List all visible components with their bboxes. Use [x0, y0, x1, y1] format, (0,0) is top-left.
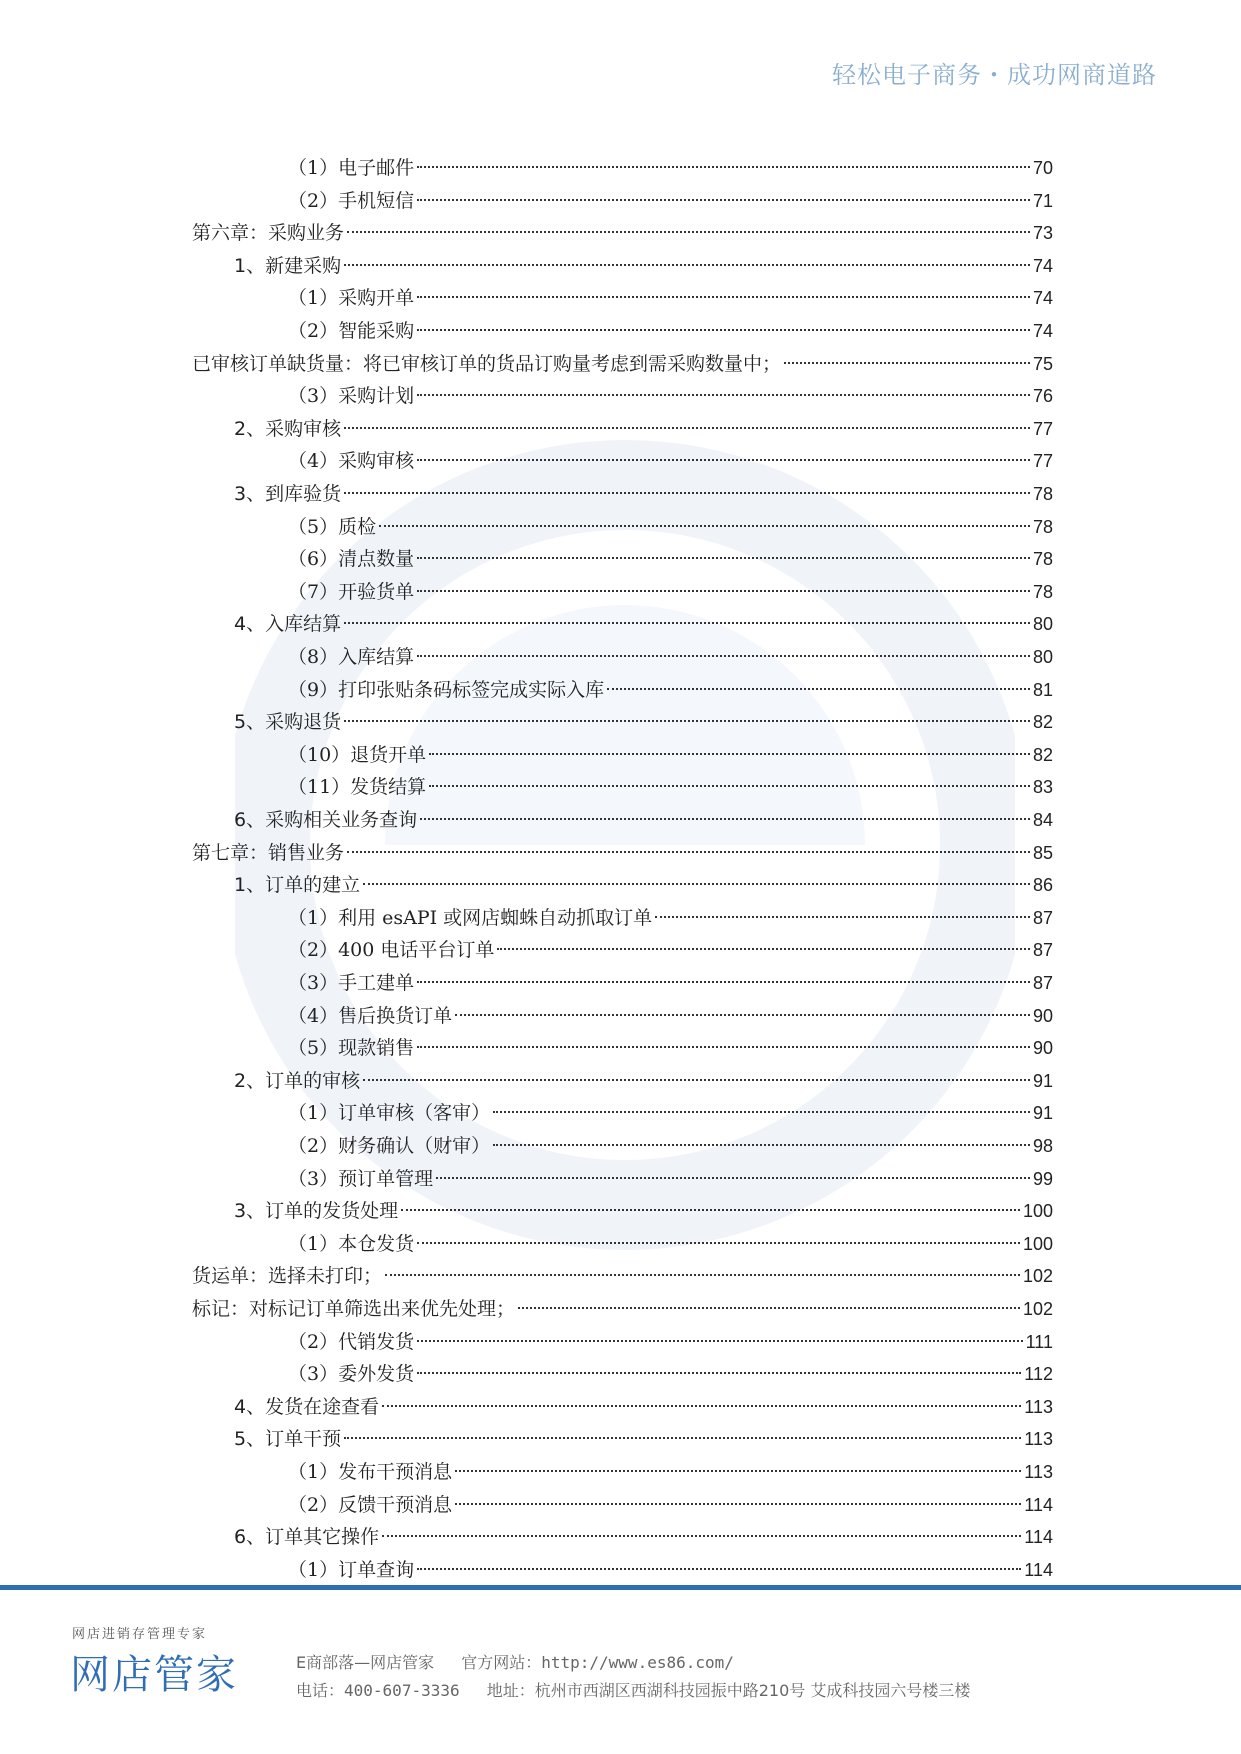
toc-entry[interactable]	[288, 576, 1053, 608]
toc-entry[interactable]	[192, 1293, 1053, 1325]
toc-entry[interactable]	[288, 739, 1053, 771]
toc-entry-page: 77	[1032, 418, 1053, 439]
footer-website-label: 官方网站：	[461, 1653, 542, 1672]
toc-dot-leader	[344, 427, 1030, 429]
toc-entry-page: 78	[1032, 581, 1053, 602]
toc-entry-title: （2）400 电话平台订单	[288, 939, 495, 962]
toc-entry[interactable]	[288, 967, 1053, 999]
toc-entry[interactable]	[234, 1065, 1053, 1097]
toc-entry-title: 6、采购相关业务查询	[234, 809, 418, 831]
toc-dot-leader	[417, 296, 1030, 298]
footer-company-line	[296, 1650, 756, 1673]
toc-entry[interactable]	[234, 706, 1053, 738]
toc-dot-leader	[363, 883, 1030, 885]
footer-contact-line	[296, 1678, 992, 1701]
toc-dot-leader	[417, 329, 1030, 331]
toc-entry-title: （4）采购审核	[288, 450, 415, 473]
toc-entry-title: 4、入库结算	[234, 613, 342, 636]
toc-dot-leader	[382, 1535, 1021, 1537]
toc-entry-page: 81	[1032, 679, 1053, 700]
toc-dot-leader	[344, 264, 1030, 266]
footer-tagline: 网店进销存管理专家	[72, 1627, 208, 1642]
toc-dot-leader	[655, 916, 1030, 918]
toc-entry-page: 76	[1032, 386, 1053, 407]
footer-address-label: 地址：	[486, 1681, 535, 1700]
footer-website-link[interactable]: http://www.es86.com/	[541, 1653, 734, 1672]
toc-entry-title: 4、发货在途查看	[234, 1395, 380, 1418]
toc-dot-leader	[493, 1144, 1030, 1146]
toc-dot-leader	[436, 1177, 1030, 1179]
toc-entry-title: 5、订单干预	[234, 1428, 342, 1451]
toc-dot-leader	[420, 818, 1030, 820]
toc-dot-leader	[417, 459, 1030, 461]
toc-dot-leader	[455, 1503, 1021, 1505]
toc-dot-leader	[429, 785, 1030, 787]
toc-entry-page: 100	[1022, 1233, 1053, 1254]
toc-entry-title: 已审核订单缺货量：将已审核订单的货品订购量考虑到需采购数量中；	[192, 352, 782, 375]
toc-entry-title: （1）订单审核（客审）	[288, 1102, 491, 1125]
toc-entry[interactable]	[288, 315, 1053, 347]
toc-entry[interactable]	[234, 869, 1053, 901]
toc-entry-page: 75	[1032, 353, 1053, 374]
toc-dot-leader	[417, 1372, 1021, 1374]
toc-entry-page: 99	[1032, 1168, 1053, 1189]
toc-entry-title: （3）委外发货	[288, 1363, 415, 1386]
toc-entry-page: 80	[1032, 614, 1053, 635]
toc-entry-title: （3）采购计划	[288, 385, 415, 408]
toc-entry-page: 71	[1032, 190, 1053, 211]
toc-entry[interactable]	[234, 804, 1053, 836]
toc-dot-leader	[382, 1405, 1021, 1407]
toc-entry-page: 98	[1032, 1136, 1053, 1156]
toc-dot-leader	[344, 492, 1030, 494]
toc-entry-page: 70	[1032, 158, 1053, 178]
toc-entry-title: 标记：对标记订单筛选出来优先处理；	[192, 1298, 516, 1320]
toc-entry-page: 77	[1032, 451, 1053, 472]
toc-entry[interactable]	[234, 478, 1053, 510]
toc-entry-title: （9）打印张贴条码标签完成实际入库	[288, 678, 605, 701]
toc-entry[interactable]	[288, 1554, 1053, 1586]
toc-entry[interactable]	[192, 837, 1053, 869]
toc-entry[interactable]	[288, 1130, 1053, 1162]
toc-dot-leader	[417, 1568, 1021, 1570]
toc-entry-title: （10）退货开单	[288, 743, 427, 766]
toc-entry-page: 114	[1024, 1559, 1053, 1580]
toc-dot-leader	[401, 1209, 1020, 1211]
toc-entry-title: （1）采购开单	[288, 287, 415, 310]
toc-entry-page: 78	[1032, 516, 1053, 537]
toc-entry-page: 111	[1025, 1331, 1053, 1352]
toc-entry[interactable]	[288, 543, 1053, 575]
toc-entry[interactable]	[288, 380, 1053, 412]
toc-entry-title: 3、订单的发货处理	[234, 1200, 399, 1223]
toc-entry-page: 90	[1032, 1038, 1053, 1059]
toc-entry-title: （2）反馈干预消息	[288, 1493, 453, 1516]
toc-entry-page: 114	[1024, 1494, 1053, 1515]
toc-entry-title: （2）智能采购	[288, 320, 415, 342]
toc-dot-leader	[417, 557, 1030, 559]
toc-dot-leader	[417, 655, 1030, 657]
toc-entry-page: 90	[1032, 1005, 1053, 1026]
toc-entry-title: 第七章：销售业务	[192, 841, 345, 864]
footer-phone-label: 电话：	[296, 1681, 345, 1700]
toc-entry-page: 114	[1024, 1527, 1053, 1548]
footer-divider	[0, 1585, 1241, 1590]
toc-entry[interactable]	[288, 1032, 1053, 1064]
toc-entry-title: 2、采购审核	[234, 417, 342, 440]
toc-entry-title: 1、新建采购	[234, 254, 342, 277]
toc-dot-leader	[455, 1014, 1030, 1016]
toc-entry[interactable]	[288, 1456, 1053, 1488]
toc-entry-title: （5）质检	[288, 515, 377, 538]
toc-entry[interactable]	[288, 152, 1053, 184]
toc-entry-page: 80	[1032, 647, 1053, 667]
footer-company: E商部落—网店管家	[296, 1653, 435, 1672]
toc-dot-leader	[497, 948, 1030, 950]
toc-entry-page: 78	[1032, 484, 1053, 504]
toc-entry-title: （1）电子邮件	[288, 157, 415, 179]
toc-entry[interactable]	[234, 1195, 1053, 1227]
footer-address: 杭州市西湖区西湖科技园振中路210号 艾成科技园六号楼三楼	[534, 1681, 971, 1700]
toc-dot-leader	[344, 720, 1030, 722]
toc-dot-leader	[385, 1274, 1020, 1276]
toc-entry[interactable]	[192, 217, 1053, 249]
toc-dot-leader	[607, 688, 1030, 690]
toc-entry-title: （7）开验货单	[288, 580, 415, 603]
toc-dot-leader	[429, 753, 1030, 755]
toc-entry[interactable]	[288, 1163, 1053, 1195]
toc-entry-title: （8）入库结算	[288, 646, 415, 668]
toc-entry[interactable]	[288, 1326, 1053, 1358]
toc-dot-leader	[363, 1079, 1030, 1081]
toc-entry-title: （3）手工建单	[288, 972, 415, 994]
toc-entry-title: 2、订单的审核	[234, 1069, 361, 1092]
toc-entry-page: 85	[1032, 842, 1053, 863]
toc-dot-leader	[417, 1340, 1023, 1342]
toc-entry-title: （2）代销发货	[288, 1330, 415, 1353]
toc-entry[interactable]	[288, 185, 1053, 217]
toc-entry-page: 74	[1032, 321, 1053, 341]
toc-entry-title: 第六章：采购业务	[192, 222, 345, 245]
toc-entry-page: 100	[1022, 1201, 1053, 1222]
toc-dot-leader	[347, 851, 1030, 853]
toc-entry-title: 6、订单其它操作	[234, 1526, 380, 1549]
toc-dot-leader	[344, 622, 1030, 624]
toc-entry-title: （1）利用 esAPI 或网店蜘蛛自动抓取订单	[288, 906, 653, 929]
toc-entry[interactable]	[288, 1228, 1053, 1260]
toc-entry[interactable]	[288, 282, 1053, 314]
toc-entry-page: 102	[1022, 1266, 1053, 1287]
toc-entry-title: 货运单：选择未打印；	[192, 1265, 383, 1288]
toc-entry-title: （6）清点数量	[288, 548, 415, 571]
toc-entry-page: 82	[1032, 712, 1053, 733]
toc-dot-leader	[493, 1111, 1030, 1113]
toc-entry-page: 87	[1032, 907, 1053, 928]
toc-entry[interactable]	[192, 1260, 1053, 1292]
toc-dot-leader	[417, 1242, 1020, 1244]
toc-entry-title: （2）手机短信	[288, 189, 415, 212]
toc-entry-page: 73	[1032, 223, 1053, 244]
toc-entry-page: 84	[1032, 810, 1053, 830]
toc-entry[interactable]	[234, 1423, 1053, 1455]
toc-entry[interactable]	[288, 641, 1053, 673]
toc-entry-title: （1）发布干预消息	[288, 1461, 453, 1483]
toc-entry[interactable]	[234, 1521, 1053, 1553]
toc-entry-title: （1）订单查询	[288, 1558, 415, 1581]
toc-dot-leader	[417, 1046, 1030, 1048]
toc-entry-page: 102	[1022, 1299, 1053, 1319]
toc-entry[interactable]	[288, 771, 1053, 803]
toc-entry-page: 86	[1032, 875, 1053, 896]
toc-entry[interactable]	[288, 511, 1053, 543]
toc-entry[interactable]	[234, 608, 1053, 640]
toc-entry-title: （4）售后换货订单	[288, 1004, 453, 1027]
header-slogan: 轻松电子商务・成功网商道路	[832, 61, 1157, 89]
toc-entry[interactable]	[288, 902, 1053, 934]
toc-entry[interactable]	[288, 1489, 1053, 1521]
toc-dot-leader	[417, 166, 1030, 168]
toc-entry-page: 113	[1024, 1462, 1053, 1482]
footer-brand-logo: 网店管家	[70, 1652, 238, 1698]
toc-entry-title: （1）本仓发货	[288, 1232, 415, 1255]
toc-dot-leader	[379, 525, 1030, 527]
toc-entry-page: 113	[1024, 1396, 1053, 1417]
toc-entry-page: 87	[1032, 973, 1053, 993]
toc-entry-title: （11）发货结算	[288, 776, 427, 799]
toc-dot-leader	[344, 1437, 1021, 1439]
toc-entry-page: 74	[1032, 288, 1053, 309]
toc-dot-leader	[417, 590, 1030, 592]
toc-entry-page: 112	[1024, 1364, 1053, 1385]
toc-entry-page: 82	[1032, 744, 1053, 765]
toc-entry-page: 87	[1032, 940, 1053, 961]
toc-entry[interactable]	[288, 1358, 1053, 1390]
toc-entry-page: 74	[1032, 255, 1053, 276]
toc-entry[interactable]	[288, 674, 1053, 706]
toc-entry[interactable]	[234, 1391, 1053, 1423]
toc-entry-title: （5）现款销售	[288, 1037, 415, 1060]
toc-entry-title: （3）预订单管理	[288, 1167, 434, 1190]
toc-entry-page: 91	[1032, 1070, 1053, 1091]
toc-entry[interactable]	[288, 934, 1053, 966]
toc-entry-page: 83	[1032, 777, 1053, 798]
toc-entry[interactable]	[234, 413, 1053, 445]
toc-entry[interactable]	[288, 1000, 1053, 1032]
toc-entry-title: （2）财务确认（财审）	[288, 1135, 491, 1157]
footer-phone: 400-607-3336	[344, 1681, 460, 1700]
toc-entry[interactable]	[288, 1097, 1053, 1129]
toc-entry-page: 113	[1024, 1429, 1053, 1450]
toc-dot-leader	[417, 394, 1030, 396]
toc-entry-page: 78	[1032, 549, 1053, 570]
toc-entry-title: 5、采购退货	[234, 711, 342, 734]
toc-dot-leader	[518, 1307, 1020, 1309]
toc-entry-title: 3、到库验货	[234, 483, 342, 505]
toc-dot-leader	[784, 362, 1030, 364]
toc-entry[interactable]	[288, 445, 1053, 477]
toc-dot-leader	[417, 981, 1030, 983]
toc-dot-leader	[347, 231, 1030, 233]
toc-entry[interactable]	[192, 348, 1053, 380]
toc-entry-page: 91	[1032, 1103, 1053, 1124]
toc-entry[interactable]	[234, 250, 1053, 282]
toc-entry-title: 1、订单的建立	[234, 874, 361, 897]
toc-dot-leader	[455, 1470, 1021, 1472]
toc-dot-leader	[417, 199, 1030, 201]
